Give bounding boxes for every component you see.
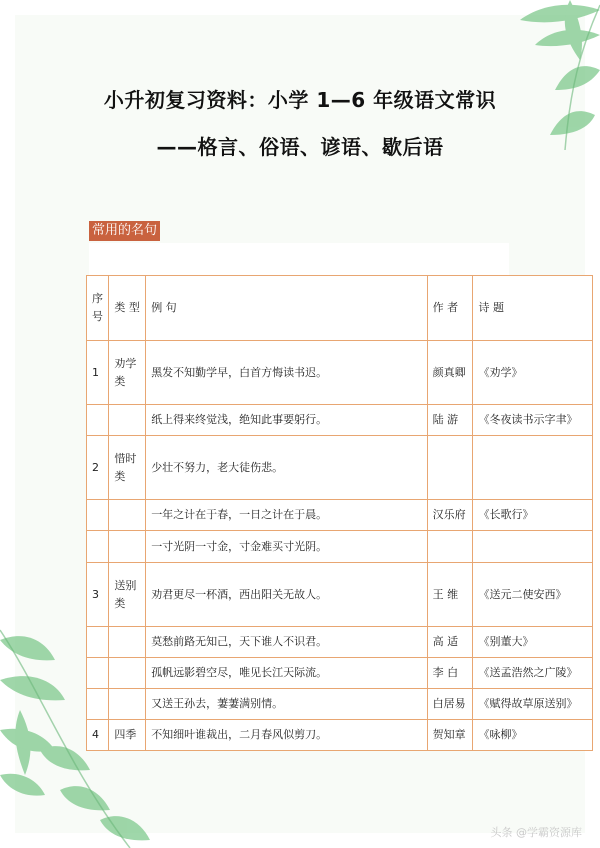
cell-type — [109, 500, 146, 531]
header-seq: 序号 — [87, 276, 109, 341]
cell-example: 一年之计在于春，一日之计在于晨。 — [146, 500, 427, 531]
table-row — [87, 563, 593, 627]
cell-author — [427, 531, 473, 563]
cell-type — [109, 531, 146, 563]
cell-type — [109, 405, 146, 436]
cell-poem — [473, 436, 593, 500]
cell-example: 少壮不努力，老大徒伤悲。 — [146, 436, 427, 500]
cell-example: 劝君更尽一杯酒，西出阳关无故人。 — [146, 563, 427, 627]
cell-poem: 《劝学》 — [473, 341, 593, 405]
cell-author: 颜真卿 — [427, 341, 473, 405]
cell-seq — [87, 500, 109, 531]
cell-poem: 《送元二使安西》 — [473, 563, 593, 627]
leaf-decoration-top-right — [470, 0, 600, 150]
table-header-row — [87, 276, 593, 341]
cell-poem: 《送孟浩然之广陵》 — [473, 658, 593, 689]
cell-seq — [87, 531, 109, 563]
cell-poem: 《赋得故草原送别》 — [473, 689, 593, 720]
section-label: 常用的名句 — [89, 221, 160, 241]
cell-example: 不知细叶谁裁出，二月春风似剪刀。 — [146, 720, 427, 751]
cell-example: 一寸光阴一寸金，寸金难买寸光阴。 — [146, 531, 427, 563]
cell-seq: 1 — [87, 341, 109, 405]
page-title-line-1: 小升初复习资料：小学 1—6 年级语文常识 — [103, 88, 497, 112]
cell-example: 又送王孙去，萋萋满别情。 — [146, 689, 427, 720]
table-row — [87, 531, 593, 563]
cell-author: 高 适 — [427, 627, 473, 658]
cell-seq: 3 — [87, 563, 109, 627]
header-poem: 诗 题 — [473, 276, 593, 341]
cell-example: 莫愁前路无知己，天下谁人不识君。 — [146, 627, 427, 658]
cell-poem: 《咏柳》 — [473, 720, 593, 751]
cell-type — [109, 658, 146, 689]
header-type: 类 型 — [109, 276, 146, 341]
cell-author: 贺知章 — [427, 720, 473, 751]
cell-example: 纸上得来终觉浅，绝知此事要躬行。 — [146, 405, 427, 436]
cell-author: 白居易 — [427, 689, 473, 720]
page-title-line-2: ——格言、俗语、谚语、歇后语 — [156, 135, 444, 159]
cell-type: 劝学类 — [109, 341, 146, 405]
cell-example: 黑发不知勤学早，白首方悔读书迟。 — [146, 341, 427, 405]
cell-author: 李 白 — [427, 658, 473, 689]
cell-example: 孤帆远影碧空尽，唯见长江天际流。 — [146, 658, 427, 689]
cell-type: 送别类 — [109, 563, 146, 627]
table-row — [87, 627, 593, 658]
cell-seq: 2 — [87, 436, 109, 500]
table-row — [87, 658, 593, 689]
cell-poem: 《别董大》 — [473, 627, 593, 658]
cell-type: 四季 — [109, 720, 146, 751]
watermark: 头条 @学霸资源库 — [490, 826, 582, 839]
cell-author: 汉乐府 — [427, 500, 473, 531]
table-row — [87, 689, 593, 720]
table-row — [87, 720, 593, 751]
cell-poem: 《冬夜读书示字聿》 — [473, 405, 593, 436]
header-example: 例 句 — [146, 276, 427, 341]
header-author: 作 者 — [427, 276, 473, 341]
spacer-band — [89, 243, 509, 275]
cell-seq — [87, 627, 109, 658]
cell-seq — [87, 689, 109, 720]
cell-poem: 《长歌行》 — [473, 500, 593, 531]
table-row — [87, 436, 593, 500]
cell-author: 陆 游 — [427, 405, 473, 436]
quotes-table — [86, 275, 593, 751]
cell-poem — [473, 531, 593, 563]
cell-type — [109, 689, 146, 720]
table-row — [87, 341, 593, 405]
table-row — [87, 405, 593, 436]
cell-seq — [87, 658, 109, 689]
cell-seq: 4 — [87, 720, 109, 751]
cell-author: 王 维 — [427, 563, 473, 627]
cell-type: 惜时类 — [109, 436, 146, 500]
cell-seq — [87, 405, 109, 436]
cell-type — [109, 627, 146, 658]
table-row — [87, 500, 593, 531]
cell-author — [427, 436, 473, 500]
